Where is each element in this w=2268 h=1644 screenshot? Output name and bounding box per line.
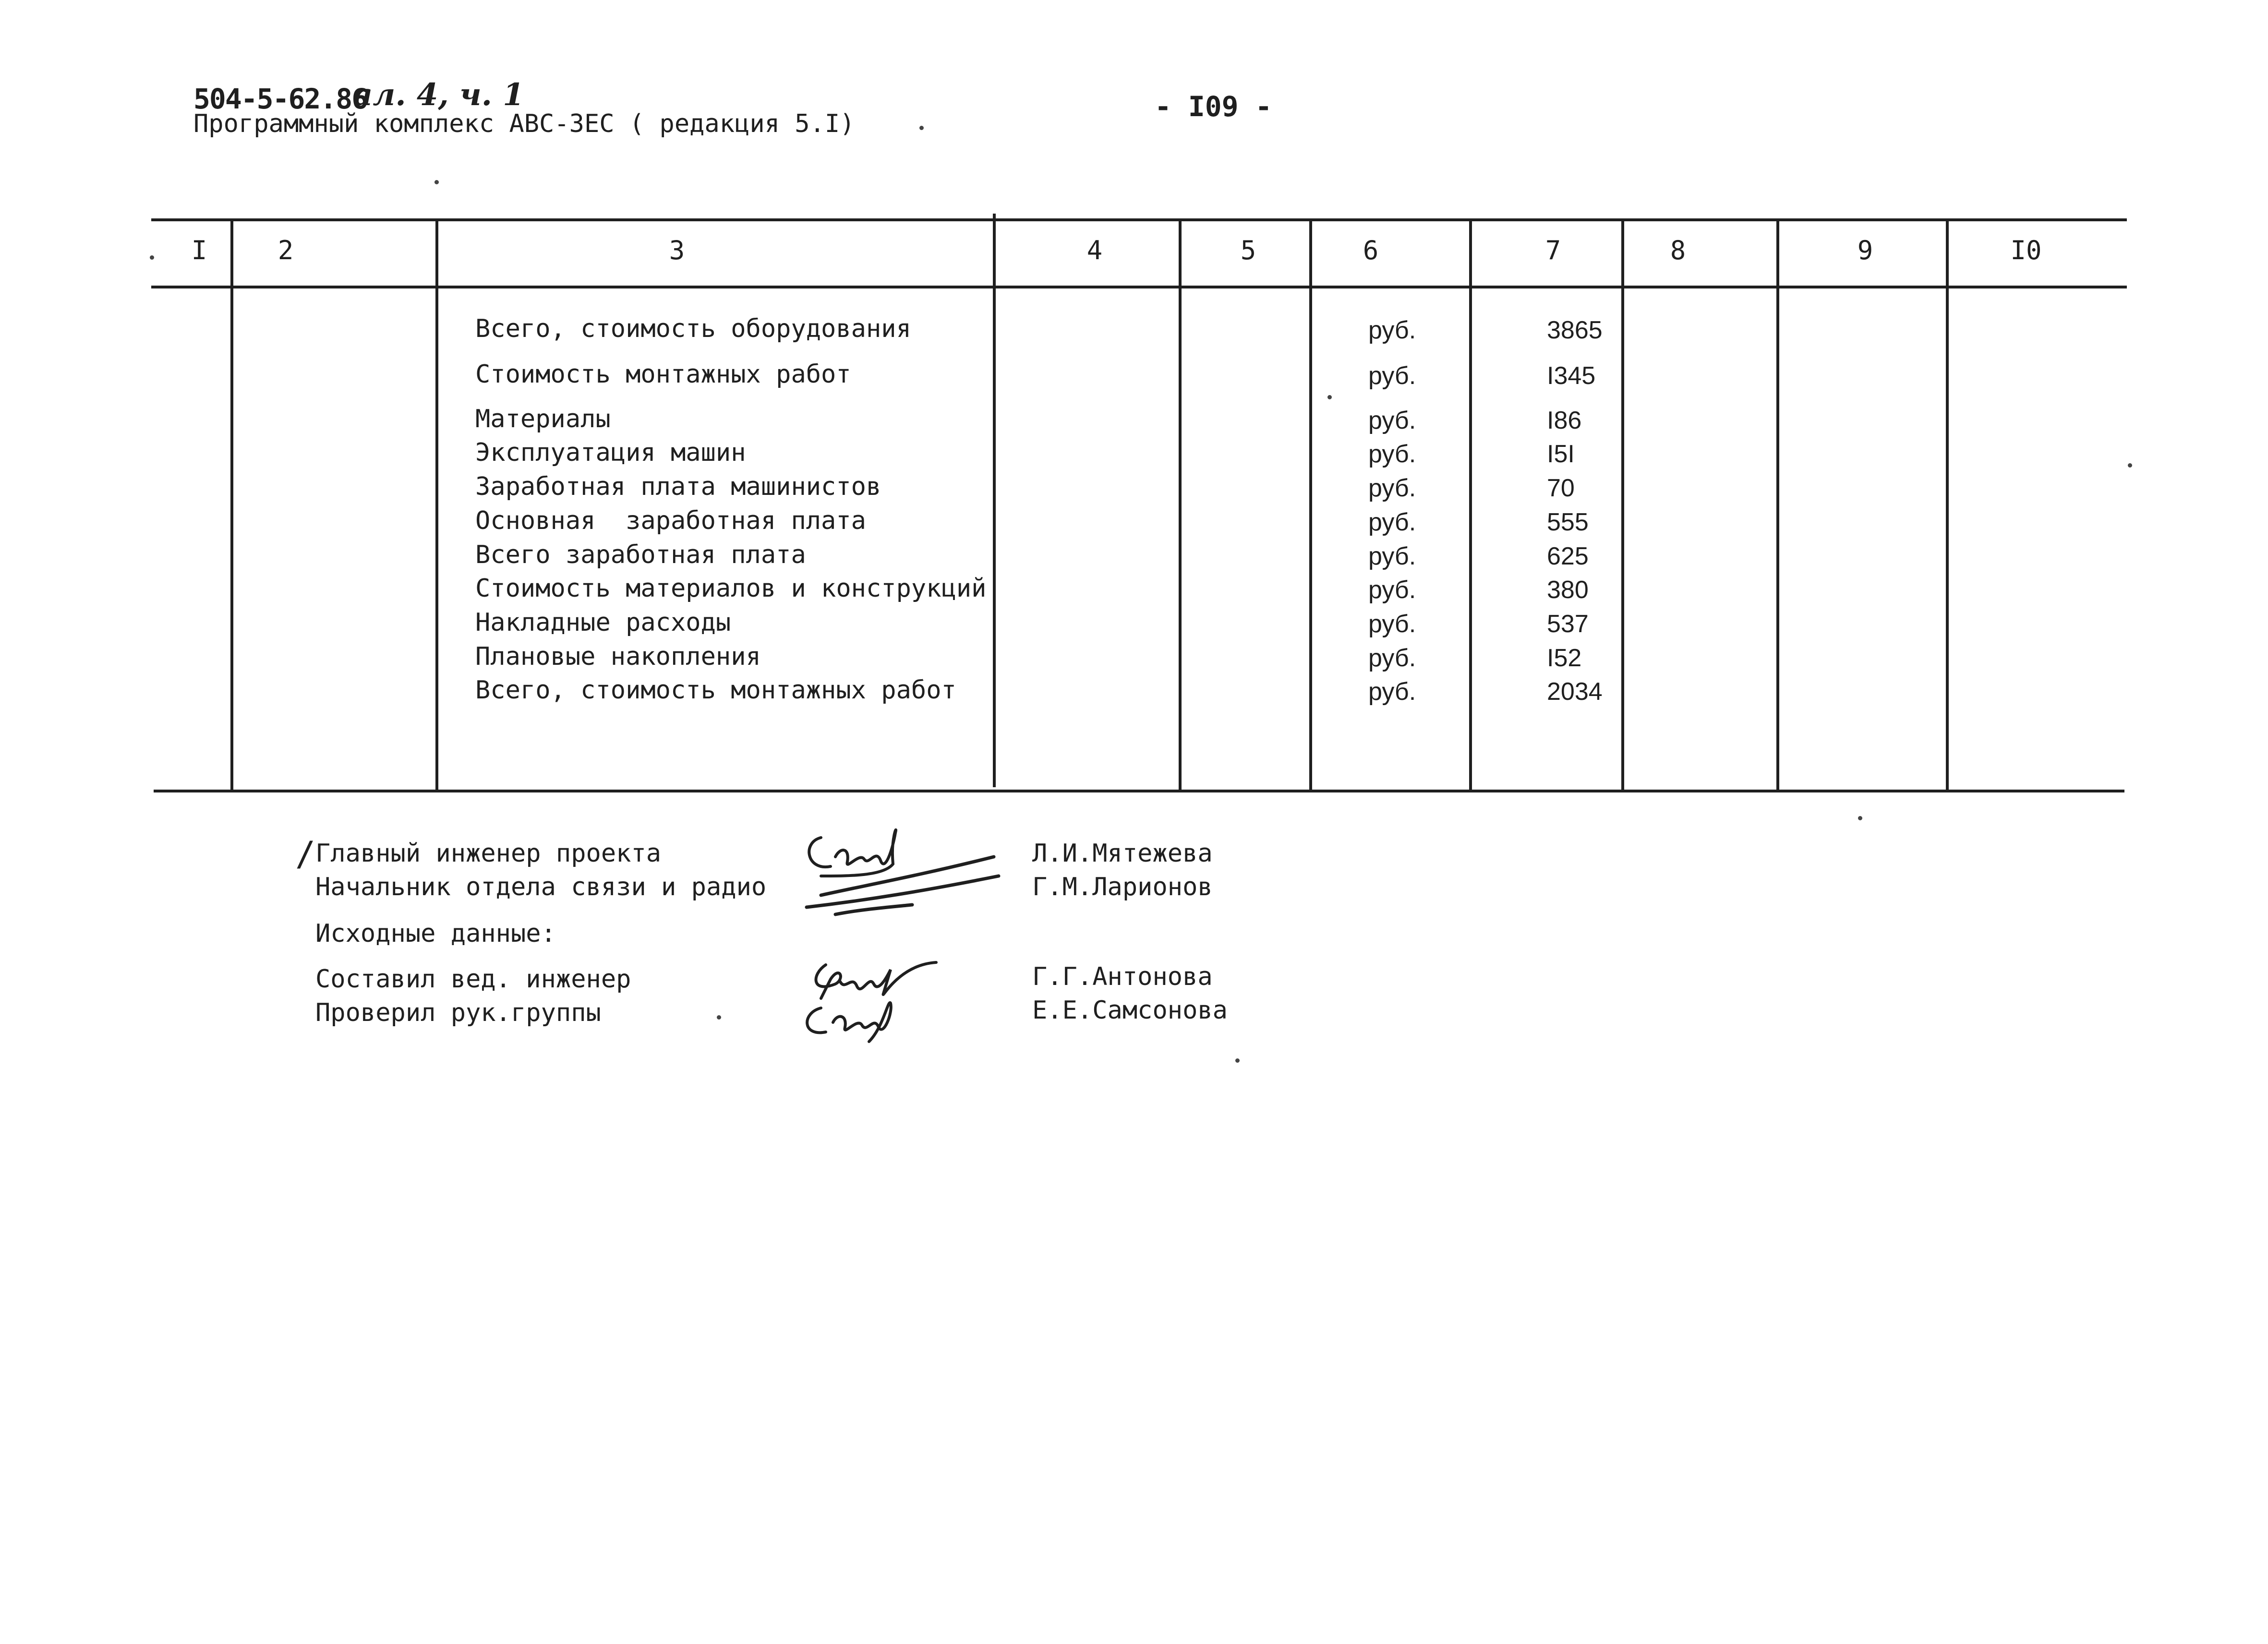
column-header: 7: [1545, 235, 1561, 265]
row-unit: руб.: [1368, 678, 1416, 706]
row-value: 555: [1547, 508, 1589, 536]
row-value: I52: [1547, 644, 1582, 672]
column-header: I0: [2010, 235, 2042, 265]
row-label: Всего, стоимость оборудования: [475, 314, 911, 343]
row-unit: руб.: [1368, 407, 1416, 434]
row-unit: руб.: [1368, 576, 1416, 604]
row-label: Эксплуатация машин: [475, 438, 746, 467]
document-subtitle: Программный комплекс АВС-ЗЕС ( редакция 5.I): [193, 109, 855, 138]
column-divider: [1946, 218, 1949, 792]
row-unit: руб.: [1368, 610, 1416, 638]
slash-mark: /: [295, 834, 316, 874]
scan-speck: [1858, 816, 1862, 820]
column-header: 6: [1363, 235, 1379, 265]
row-label: Заработная плата машинистов: [475, 472, 881, 501]
row-label: Всего заработная плата: [475, 540, 806, 569]
row-value: 625: [1547, 542, 1589, 570]
column-divider: [1179, 218, 1182, 792]
document-code: 504-5-62.86: [193, 83, 368, 115]
row-value: I345: [1547, 362, 1596, 390]
row-unit: руб.: [1368, 474, 1416, 502]
scan-speck: [1327, 395, 1332, 399]
row-value: 3865: [1547, 316, 1603, 344]
row-value: 537: [1547, 610, 1589, 638]
column-header: 5: [1240, 235, 1256, 265]
column-divider: [1469, 218, 1472, 792]
signature-name: Г.М.Ларионов: [1032, 873, 1213, 901]
row-value: 2034: [1547, 678, 1603, 706]
row-label: Накладные расходы: [475, 608, 731, 637]
row-unit: руб.: [1368, 542, 1416, 570]
column-divider: [435, 218, 438, 792]
row-label: Плановые накопления: [475, 642, 761, 671]
column-divider: [1621, 218, 1624, 792]
row-value: 380: [1547, 576, 1589, 604]
row-label: Материалы: [475, 405, 611, 433]
row-label: Стоимость монтажных работ: [475, 360, 851, 389]
row-unit: руб.: [1368, 440, 1416, 468]
table-top-rule: [151, 218, 2127, 221]
row-label: Всего, стоимость монтажных работ: [475, 676, 956, 705]
row-value: I5I: [1547, 440, 1575, 468]
row-unit: руб.: [1368, 362, 1416, 390]
row-label: Основная заработная плата: [475, 506, 866, 535]
scan-speck: [2128, 463, 2132, 468]
table-bottom-rule: [154, 790, 2124, 792]
column-divider: [993, 214, 996, 787]
scan-speck: [717, 1015, 721, 1020]
handwritten-note: ал. 4, ч. 1: [353, 77, 524, 113]
column-divider: [1776, 218, 1779, 792]
column-divider: [1309, 218, 1312, 792]
signature-role: Проверил рук.группы: [315, 998, 601, 1027]
signature-role: Составил вед. инженер: [315, 965, 631, 994]
signature-role: Исходные данные:: [315, 919, 556, 948]
column-header: 8: [1670, 235, 1686, 265]
signature-name: Г.Г.Антонова: [1032, 962, 1213, 991]
signature-name: Л.И.Мятежева: [1032, 839, 1213, 868]
handwritten-signature: [792, 818, 1003, 919]
column-divider: [230, 218, 233, 792]
signature-role: Главный инженер проекта: [315, 839, 662, 868]
row-value: 70: [1547, 474, 1575, 502]
scan-speck: [150, 255, 154, 260]
row-label: Стоимость материалов и конструкций: [475, 574, 987, 603]
handwritten-signature: [792, 955, 955, 1051]
signature-name: Е.Е.Самсонова: [1032, 996, 1228, 1025]
row-value: I86: [1547, 407, 1582, 434]
column-header: 4: [1086, 235, 1103, 265]
table-header-rule: [151, 286, 2127, 288]
signature-role: Начальник отдела связи и радио: [315, 873, 767, 901]
row-unit: руб.: [1368, 644, 1416, 672]
scan-speck: [919, 126, 924, 130]
column-header: 2: [277, 235, 294, 265]
row-unit: руб.: [1368, 316, 1416, 344]
column-header: I: [191, 235, 207, 265]
column-header: 3: [669, 235, 685, 265]
page-number: - I09 -: [1155, 90, 1272, 123]
scan-speck: [1235, 1058, 1240, 1063]
row-unit: руб.: [1368, 508, 1416, 536]
column-header: 9: [1857, 235, 1873, 265]
scan-speck: [434, 180, 439, 184]
